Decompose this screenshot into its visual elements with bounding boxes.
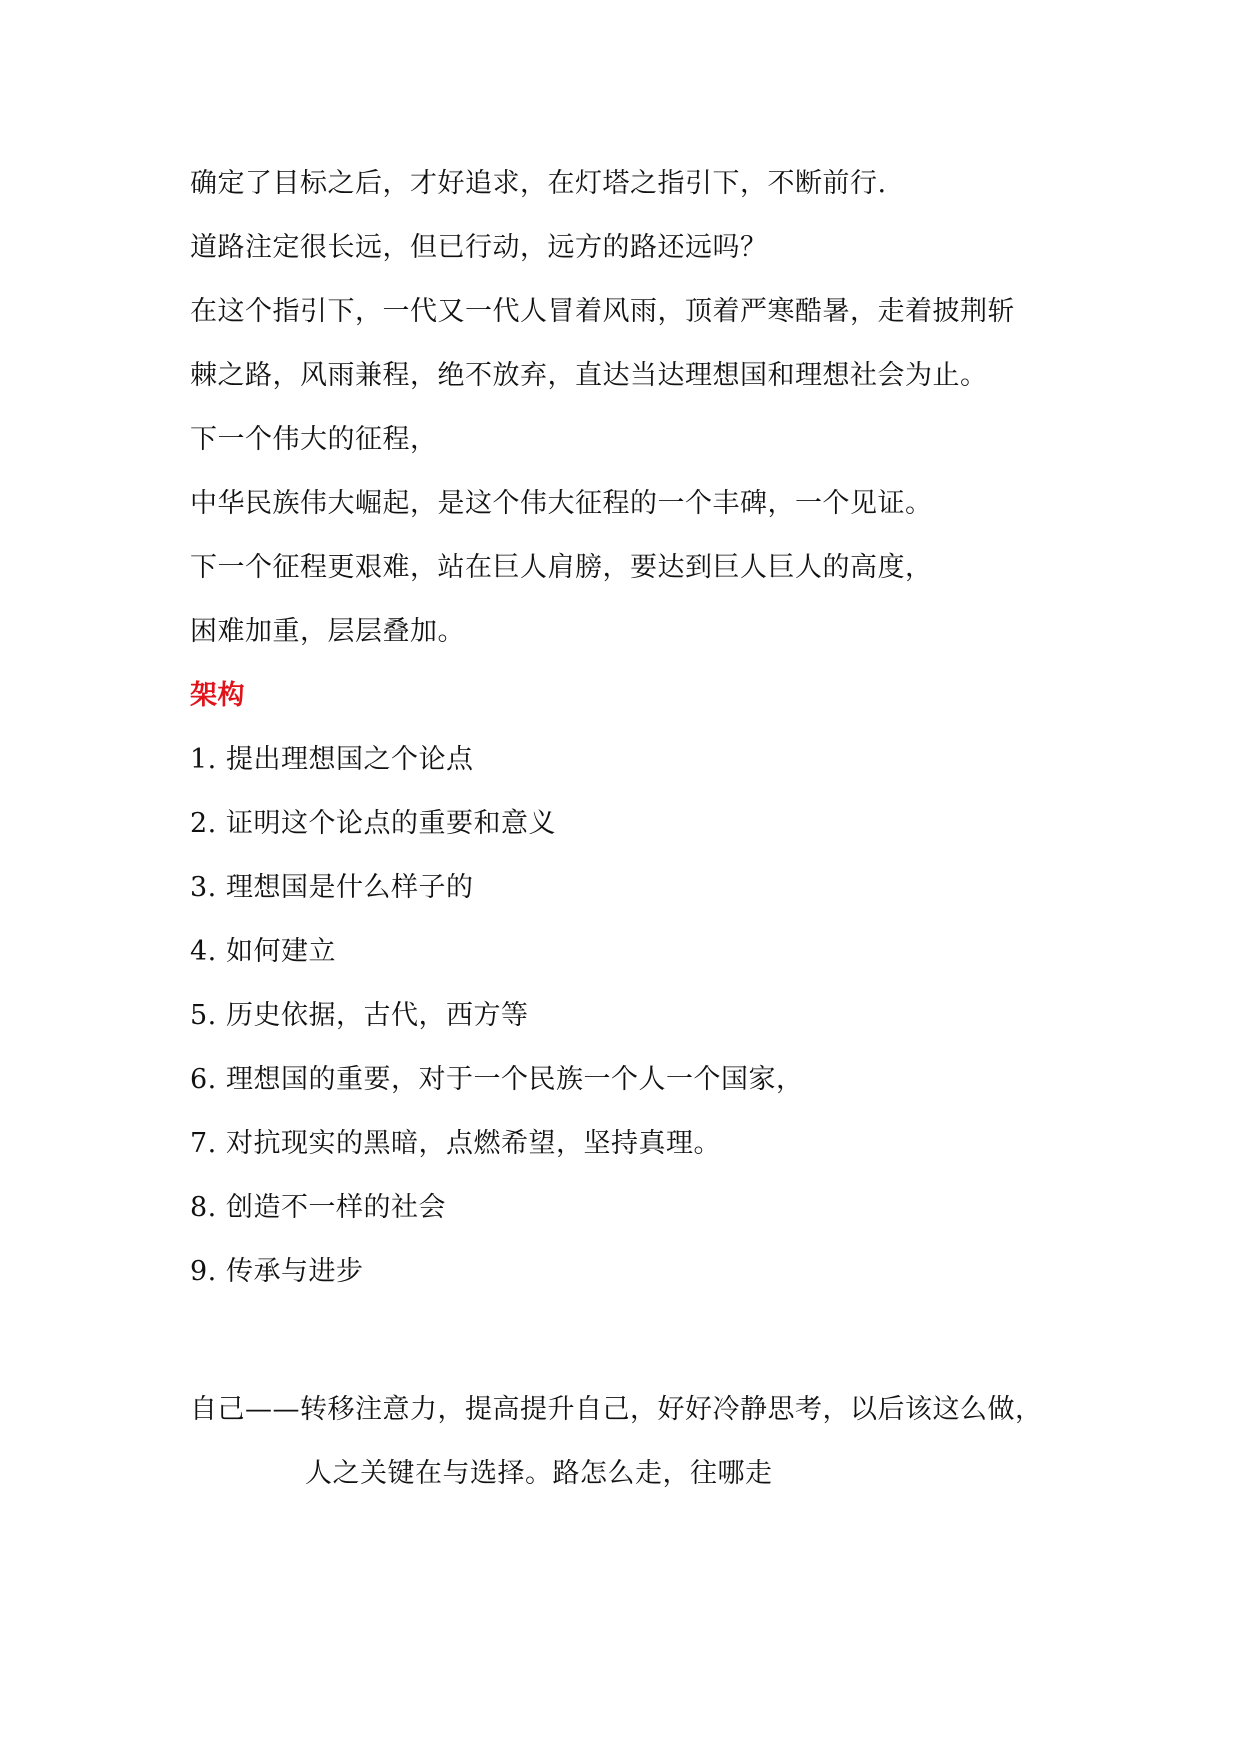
- outline-item: [190, 998, 529, 1034]
- outline-number: 4.: [190, 936, 217, 967]
- outline-number: 2.: [190, 808, 217, 839]
- outline-number: 5.: [190, 1000, 217, 1031]
- closing-line-indented: 人之关键在与选择。路怎么走，往哪走: [305, 1458, 773, 1489]
- outline-number: 9.: [190, 1256, 217, 1287]
- outline-item: [190, 1190, 446, 1226]
- outline-item: [190, 1126, 721, 1162]
- outline-item: [190, 806, 556, 842]
- outline-number: 8.: [190, 1192, 217, 1223]
- outline-text: 证明这个论点的重要和意义: [226, 808, 556, 839]
- outline-text: 理想国是什么样子的: [226, 872, 474, 903]
- outline-item: [190, 870, 474, 906]
- paragraph-line: 在这个指引下，一代又一代人冒着风雨，顶着严寒酷暑，走着披荆斩: [190, 296, 1015, 327]
- paragraph-line: 中华民族伟大崛起，是这个伟大征程的一个丰碑，一个见证。: [190, 488, 933, 519]
- outline-text: 创造不一样的社会: [226, 1192, 446, 1223]
- outline-text: 提出理想国之个论点: [226, 744, 474, 775]
- paragraph-line: 下一个征程更艰难，站在巨人肩膀，要达到巨人巨人的高度，: [190, 552, 933, 583]
- section-heading: 架构: [190, 680, 245, 711]
- paragraph-line: 确定了目标之后，才好追求，在灯塔之指引下，不断前行.: [190, 168, 887, 199]
- outline-text: 如何建立: [226, 936, 336, 967]
- outline-text: 历史依据，古代，西方等: [226, 1000, 529, 1031]
- outline-text: 对抗现实的黑暗，点燃希望，坚持真理。: [226, 1128, 721, 1159]
- outline-number: 3.: [190, 872, 217, 903]
- outline-number: 6.: [190, 1064, 217, 1095]
- paragraph-line: 道路注定很长远，但已行动，远方的路还远吗？: [190, 232, 768, 263]
- outline-item: [190, 742, 474, 778]
- outline-number: 1.: [190, 744, 217, 775]
- closing-line: 自己——转移注意力，提高提升自己，好好冷静思考，以后该这么做，: [190, 1394, 1043, 1425]
- outline-item: [190, 1254, 364, 1290]
- outline-number: 7.: [190, 1128, 217, 1159]
- paragraph-line: 下一个伟大的征程，: [190, 424, 438, 455]
- paragraph-line: 棘之路，风雨兼程，绝不放弃，直达当达理想国和理想社会为止。: [190, 360, 988, 391]
- paragraph-line: 困难加重，层层叠加。: [190, 616, 465, 647]
- outline-item: [190, 1062, 804, 1098]
- outline-text: 传承与进步: [226, 1256, 364, 1287]
- outline-text: 理想国的重要，对于一个民族一个人一个国家，: [226, 1064, 804, 1095]
- outline-item: [190, 934, 336, 970]
